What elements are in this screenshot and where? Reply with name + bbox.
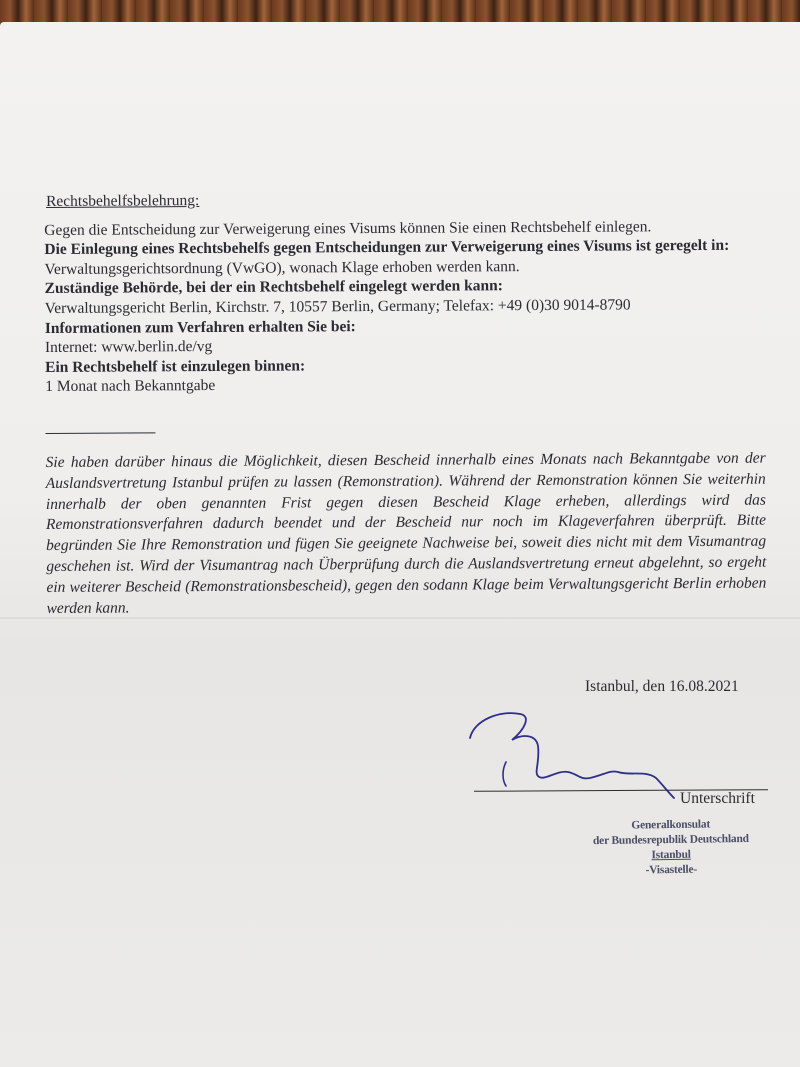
text-line-deadline: 1 Monat nach Bekanntgabe [45,377,216,396]
text-line-refusal: Gegen die Entscheidung zur Verweigerung eines Visums können Sie einen Rechtsbehelf einlegen. [44,217,652,239]
text-line-info-label: Informationen zum Verfahren erhalten Sie bei: [44,317,356,337]
place-date: Istanbul, den 16.08.2021 [585,678,739,695]
consulate-stamp [566,817,777,880]
remonstration-paragraph: Sie haben darüber hinaus die Möglichkeit, diesen Bescheid innerhalb eines Monats nach Bekanntgabe von der Auslandsvertretung Istanbul prüfen zu lassen (Remonstration). Während der Remonstration können Sie weiterhin innerhalb der oben genannten Frist gegen diesen Bescheid Klage erheben, allerdings wird das Remonstrationsverfahren dadurch beendet und der Bescheid nur noch im Klageverfahren überprüft. Bitte begründen Sie Ihre Remonstration und fügen Sie geeignete Nachweise bei, soweit dies nicht mit dem Visumantrag geschehen ist. Wird der Visumantrag nach Überprüfung durch die Auslandsvertretung erneut abgelehnt, so ergeht ein weiterer Bescheid (Remonstrationsbescheid), gegen den sodann Klage beim Verwaltungsgericht Berlin erhoben werden kann. [45,449,767,617]
signature-label: Unterschrift [680,790,755,807]
text-line-legal-basis: Verwaltungsgerichtsordnung (VwGO), wonach Klage erhoben werden kann. [44,257,520,278]
letter-body [44,188,767,620]
text-line-authority: Verwaltungsgericht Berlin, Kirchstr. 7, 10557 Berlin, Germany; Telefax: +49 (0)30 9014-8790 [44,296,631,317]
stamp-line-department: -Visastelle- [645,863,698,877]
text-line-deadline-label: Ein Rechtsbehelf ist einzulegen binnen: [45,357,306,376]
handwritten-signature [460,700,690,810]
separator-rule [45,432,155,434]
section-heading: Rechtsbehelfsbelehrung: [46,192,200,210]
stamp-line-country: der Bundesrepublik Deutschland [592,832,749,848]
text-line-authority-label: Zuständige Behörde, bei der ein Rechtsbehelf eingelegt werden kann: [44,277,503,298]
stamp-line-city: Istanbul [651,848,691,862]
stamp-line-consulate: Generalkonsulat [631,818,711,832]
text-line-legal-basis-label: Die Einlegung eines Rechtsbehelfs gegen Entscheidungen zur Verweigerung eines Visums ist geregelt in: [44,237,730,259]
text-line-info: Internet: www.berlin.de/vg [44,338,213,357]
